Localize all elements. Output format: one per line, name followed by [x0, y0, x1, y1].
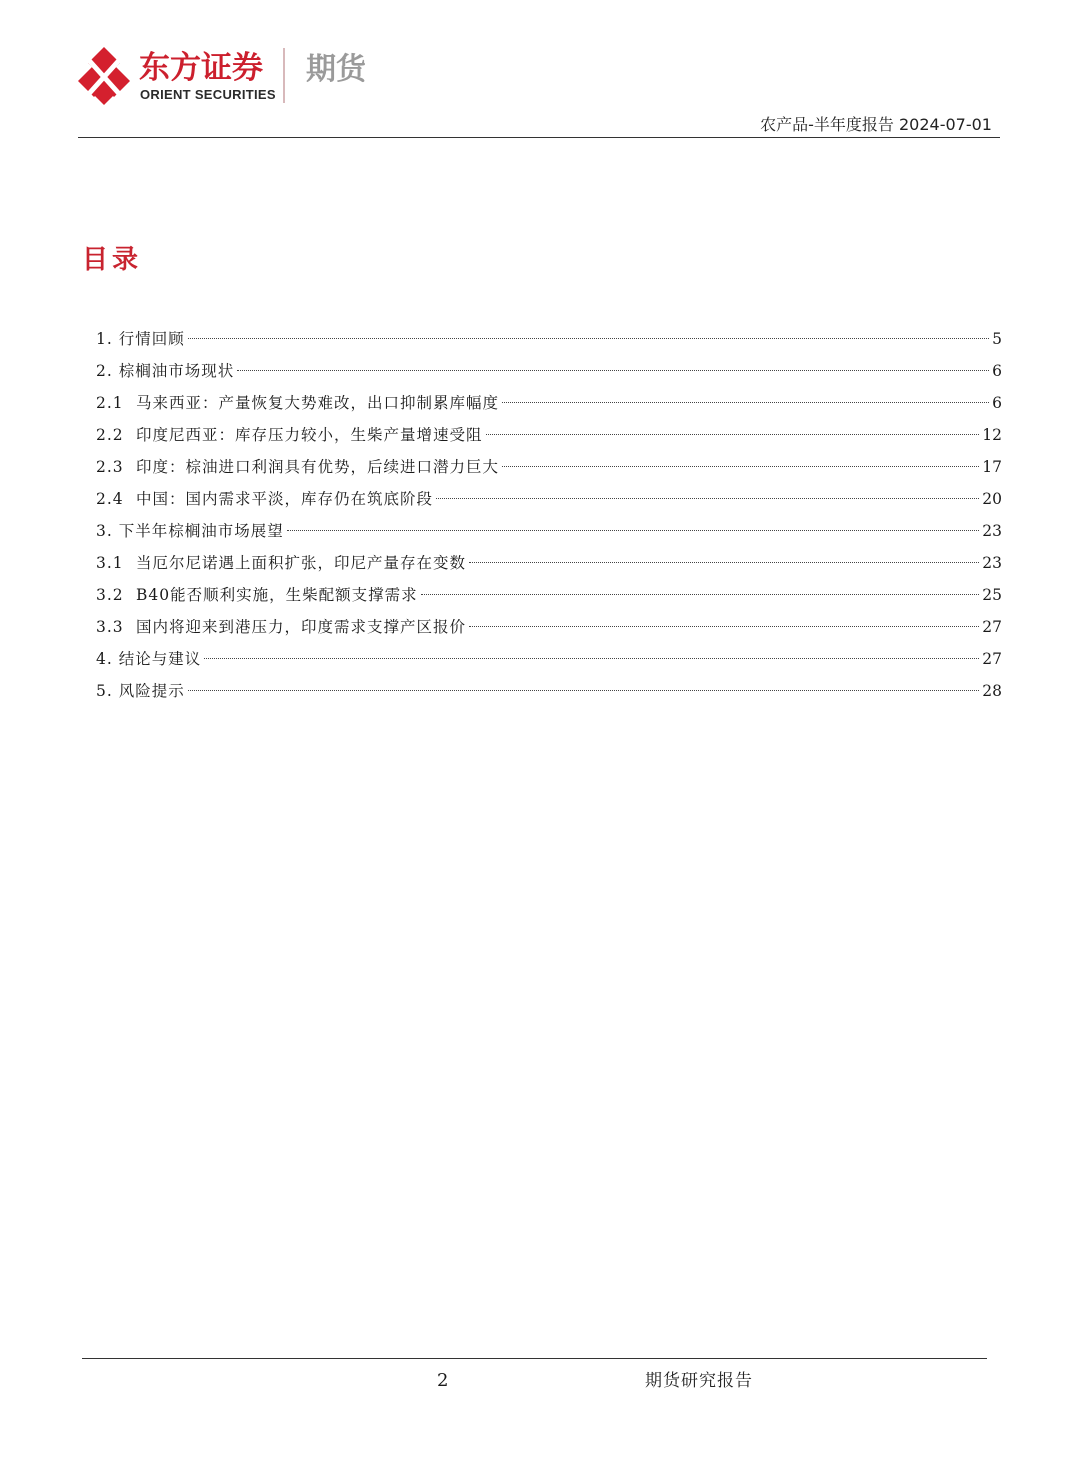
toc-entry-number: 3.1 — [96, 554, 124, 572]
toc-entry-number: 2. — [96, 362, 113, 380]
toc-leader-dots — [502, 402, 989, 403]
toc-entry-page: 27 — [982, 650, 1002, 668]
toc-leader-dots — [287, 530, 979, 531]
toc-entry-number: 5. — [96, 682, 113, 700]
toc-leader-dots — [486, 434, 980, 435]
toc-entry[interactable] — [96, 646, 1002, 678]
toc-entry-title: 当厄尔尼诺遇上面积扩张，印尼产量存在变数 — [136, 554, 467, 572]
toc-entry-title: 马来西亚：产量恢复大势难改，出口抑制累库幅度 — [136, 394, 500, 412]
toc-entry-title: 行情回顾 — [118, 330, 185, 348]
toc-entry-page: 23 — [982, 522, 1002, 540]
toc-leader-dots — [421, 594, 980, 595]
toc-entry-title: 风险提示 — [118, 682, 185, 700]
toc-leader-dots — [237, 370, 989, 371]
toc-entry-title: 结论与建议 — [118, 650, 202, 668]
toc-entry-title: 印度尼西亚：库存压力较小，生柴产量增速受阻 — [136, 426, 483, 444]
brand-name-cn: 东方证券 — [139, 50, 263, 86]
toc-entry[interactable] — [96, 518, 1002, 550]
toc-entry-number: 4. — [96, 650, 113, 668]
toc-entry[interactable] — [96, 678, 1002, 710]
toc-entry[interactable] — [96, 550, 1002, 582]
toc-entry-number: 2.4 — [96, 490, 124, 508]
toc-entry-number: 3. — [96, 522, 113, 540]
toc-entry-number: 3.2 — [96, 586, 124, 604]
toc-entry-number: 3.3 — [96, 618, 124, 636]
table-of-contents — [96, 326, 1002, 710]
toc-entry-title: 下半年棕榈油市场展望 — [118, 522, 284, 540]
footer-label: 期货研究报告 — [645, 1371, 753, 1391]
header-divider — [78, 137, 1000, 138]
toc-entry-title: 印度：棕油进口利润具有优势，后续进口潜力巨大 — [136, 458, 500, 476]
toc-entry-page: 20 — [982, 490, 1002, 508]
toc-entry-number: 2.2 — [96, 426, 124, 444]
toc-leader-dots — [469, 562, 979, 563]
toc-entry[interactable] — [96, 326, 1002, 358]
toc-leader-dots — [436, 498, 979, 499]
toc-entry-page: 6 — [992, 362, 1002, 380]
toc-entry[interactable] — [96, 486, 1002, 518]
footer-divider — [82, 1358, 987, 1359]
toc-entry-page: 23 — [982, 554, 1002, 572]
toc-entry-page: 25 — [982, 586, 1002, 604]
toc-title: 目录 — [82, 245, 143, 275]
toc-entry-number: 2.3 — [96, 458, 124, 476]
toc-entry-number: 1. — [96, 330, 113, 348]
toc-entry-page: 6 — [992, 394, 1002, 412]
page-number: 2 — [437, 1370, 449, 1391]
toc-entry-page: 12 — [982, 426, 1002, 444]
toc-entry-title: B40能否顺利实施，生柴配额支撑需求 — [136, 586, 418, 604]
toc-entry[interactable] — [96, 358, 1002, 390]
brand-divider — [283, 48, 285, 103]
brand-subtitle: 期货 — [306, 52, 366, 87]
toc-entry-page: 17 — [982, 458, 1002, 476]
toc-leader-dots — [502, 466, 979, 467]
toc-entry[interactable] — [96, 582, 1002, 614]
toc-entry-title: 中国：国内需求平淡，库存仍在筑底阶段 — [136, 490, 434, 508]
toc-entry-number: 2.1 — [96, 394, 124, 412]
report-category-date: 农产品-半年度报告 2024-07-01 — [760, 115, 992, 134]
toc-leader-dots — [469, 626, 979, 627]
orient-securities-logo-icon — [78, 47, 130, 105]
toc-entry[interactable] — [96, 614, 1002, 646]
toc-entry[interactable] — [96, 454, 1002, 486]
toc-leader-dots — [204, 658, 979, 659]
report-header — [0, 0, 1080, 140]
toc-entry[interactable] — [96, 390, 1002, 422]
brand-name-en: ORIENT SECURITIES — [140, 87, 276, 102]
toc-leader-dots — [188, 690, 979, 691]
toc-entry-page: 27 — [982, 618, 1002, 636]
toc-entry-page: 5 — [992, 330, 1002, 348]
toc-entry[interactable] — [96, 422, 1002, 454]
toc-entry-page: 28 — [982, 682, 1002, 700]
toc-entry-title: 棕榈油市场现状 — [118, 362, 235, 380]
toc-entry-title: 国内将迎来到港压力，印度需求支撑产区报价 — [136, 618, 467, 636]
toc-leader-dots — [188, 338, 989, 339]
